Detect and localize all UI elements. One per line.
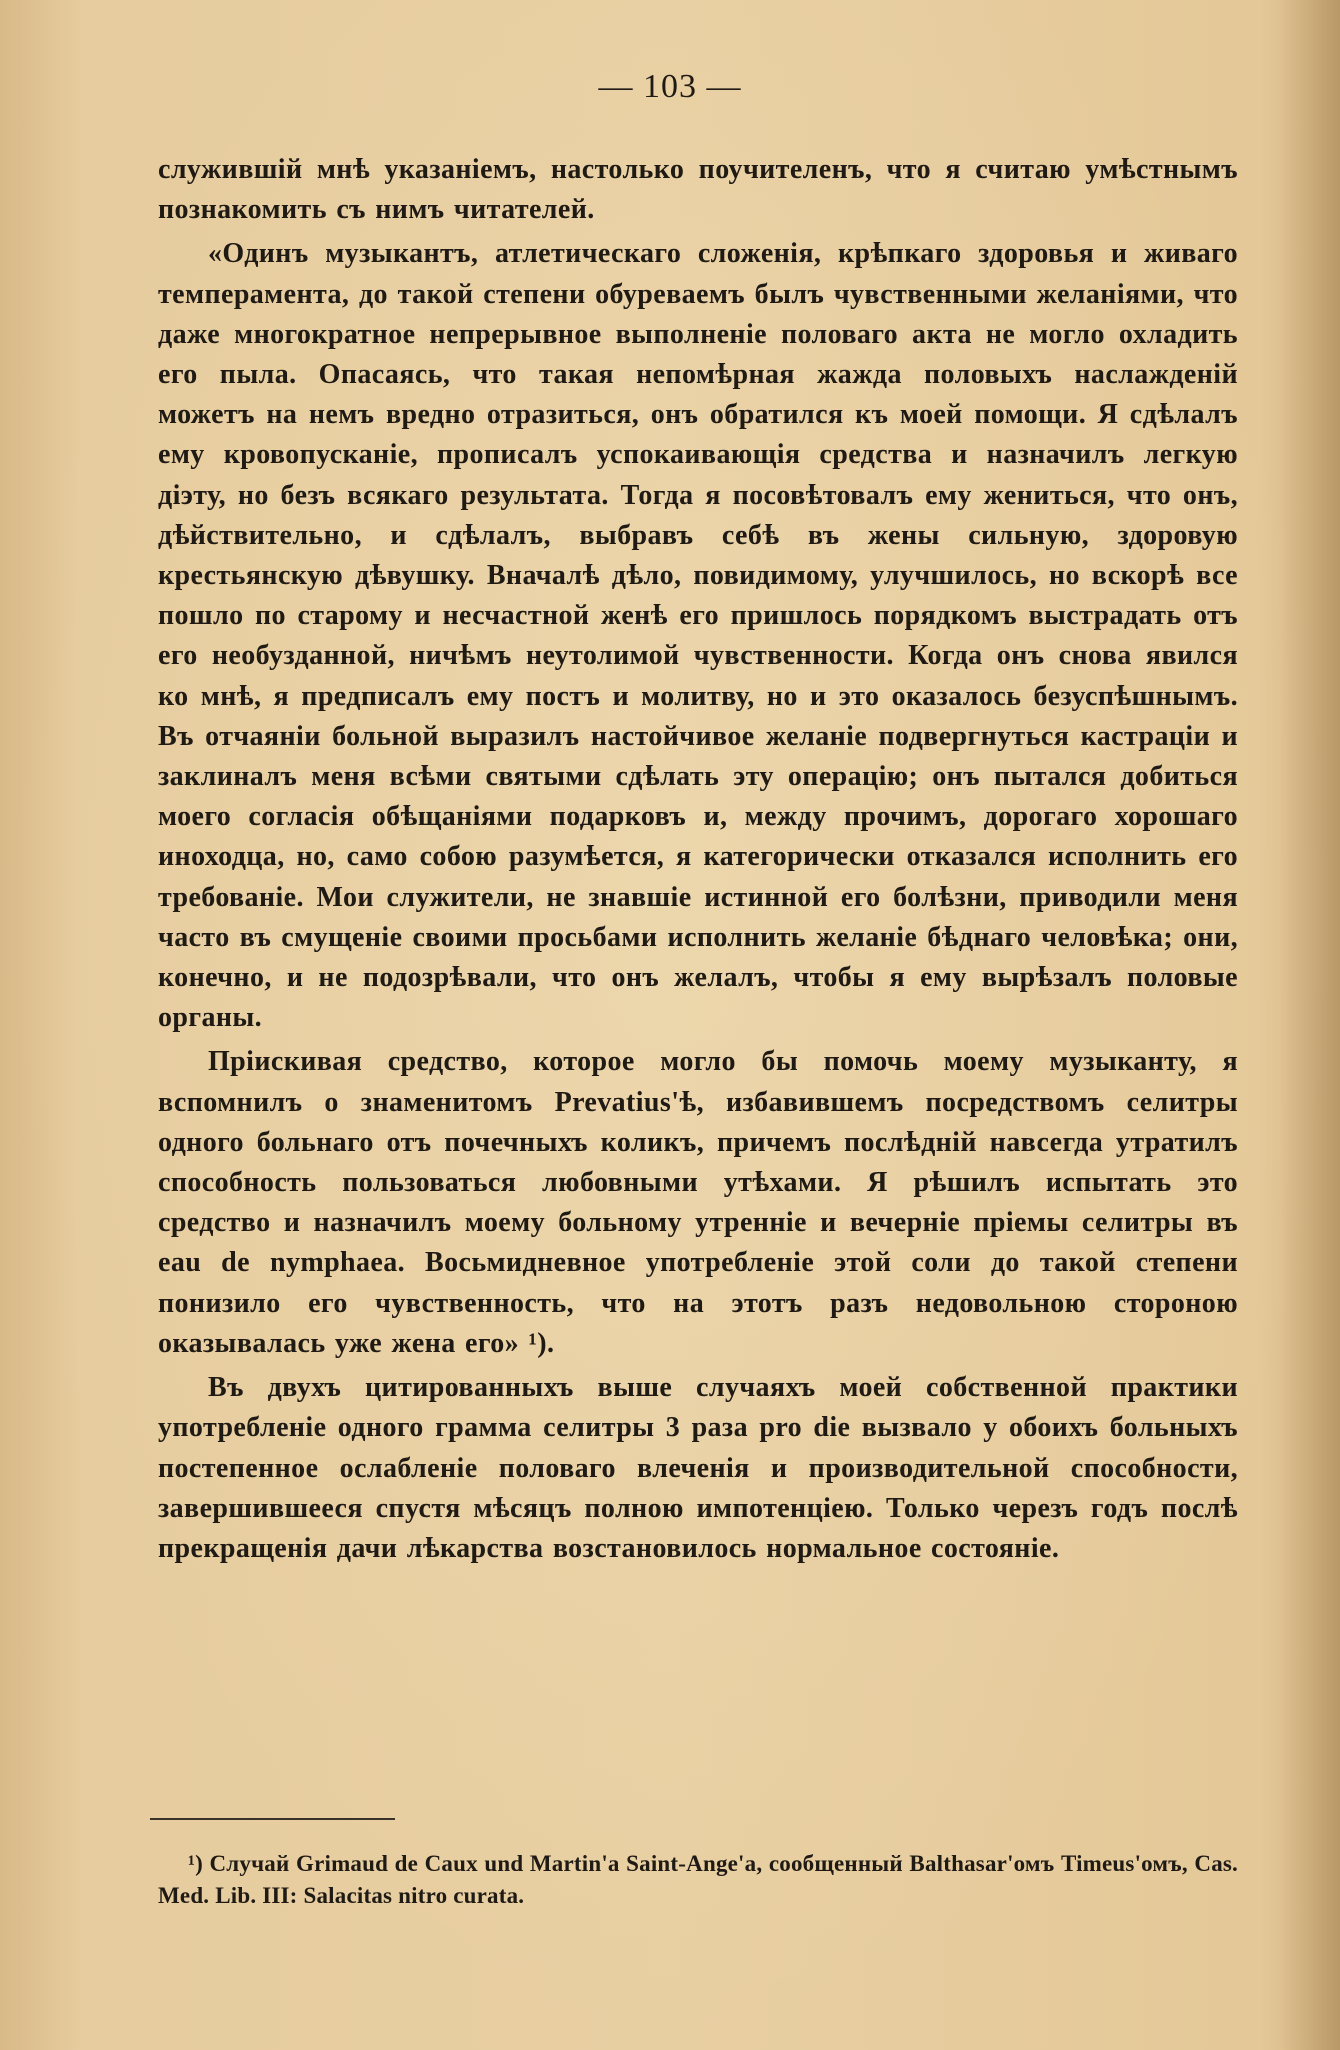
body-text (158, 150, 1238, 1569)
footnote: ¹) Случай Grimaud de Caux und Martin'a Saint-Ange'a, сообщенный Balthasar'омъ Timeus'омъ, Cas. Med. Lib. III: Salacitas nitro curata. (158, 1851, 1238, 1908)
paragraph-own-practice: Въ двухъ цитированныхъ выше случаяхъ моей собственной практики употребленіе одного грамма селитры 3 раза pro die вызвало у обоихъ больныхъ постепенное ослабленіе половаго влеченія и производительной способности, завершившееся спустя мѣсяцъ полною импотенціею. Только черезъ годъ послѣ прекращенія дачи лѣкарства возстановилось нормальное состояніе. (158, 1372, 1238, 1564)
paragraph-quote-musician: «Одинъ музыкантъ, атлетическаго сложенія, крѣпкаго здоровья и живаго темперамента, до такой степени обуреваемъ былъ чувственными желаніями, что даже многократное непрерывное выполненіе половаго акта не могло охладить его пыла. Опасаясь, что такая непомѣрная жажда половыхъ наслажденій можетъ на немъ вредно отразиться, онъ обратился къ моей помощи. Я сдѣлалъ ему кровопусканіе, прописалъ успокаивающія средства и назначилъ легкую діэту, но безъ всякаго результата. Тогда я посовѣтовалъ ему жениться, что онъ, дѣйствительно, и сдѣлалъ, выбравъ себѣ въ жены сильную, здоровую крестьянскую дѣвушку. Вначалѣ дѣло, повидимому, улучшилось, но вскорѣ все пошло по старому и несчастной женѣ его пришлось порядкомъ выстрадать отъ его необузданной, ничѣмъ неутолимой чувственности. Когда онъ снова явился ко мнѣ, я предписалъ ему постъ и молитву, но и это оказалось безуспѣшнымъ. Въ отчаяніи больной выразилъ настойчивое желаніе подвергнуться кастраціи и заклиналъ меня всѣми святыми сдѣлать эту операцію; онъ пытался добиться моего согласія обѣщаніями подарковъ и, между прочимъ, дорогаго хорошаго иноходца, но, само собою разумѣется, я категорически отказался исполнить его требованіе. Мои служители, не знавшіе истинной его болѣзни, приводили меня часто въ смущеніе своими просьбами исполнить желаніе бѣднаго человѣка; они, конечно, и не подозрѣвали, что онъ желалъ, чтобы я ему вырѣзалъ половые органы. (158, 238, 1238, 1034)
page-edge-shadow (1280, 0, 1340, 2050)
page-number: — 103 — (598, 68, 742, 105)
footnote-divider (150, 1818, 395, 1820)
paragraph-continuation: служившій мнѣ указаніемъ, настолько поучителенъ, что я считаю умѣстнымъ познакомить съ нимъ читателей. (158, 154, 1238, 226)
paragraph-prevatius: Пріискивая средство, которое могло бы помочь моему музыканту, я вспомнилъ о знаменитомъ Prevatius'ѣ, избавившемъ посредствомъ селитры одного больнаго отъ почечныхъ коликъ, причемъ послѣдній навсегда утратилъ способность пользоваться любовными утѣхами. Я рѣшилъ испытать это средство и назначилъ моему больному утренніе и вечерніе пріемы селитры въ eau de nymphaea. Восьмидневное употребленіе этой соли до такой степени понизило его чувственность, что на этотъ разъ недовольною стороною оказывалась уже жена его» ¹). (158, 1046, 1238, 1359)
